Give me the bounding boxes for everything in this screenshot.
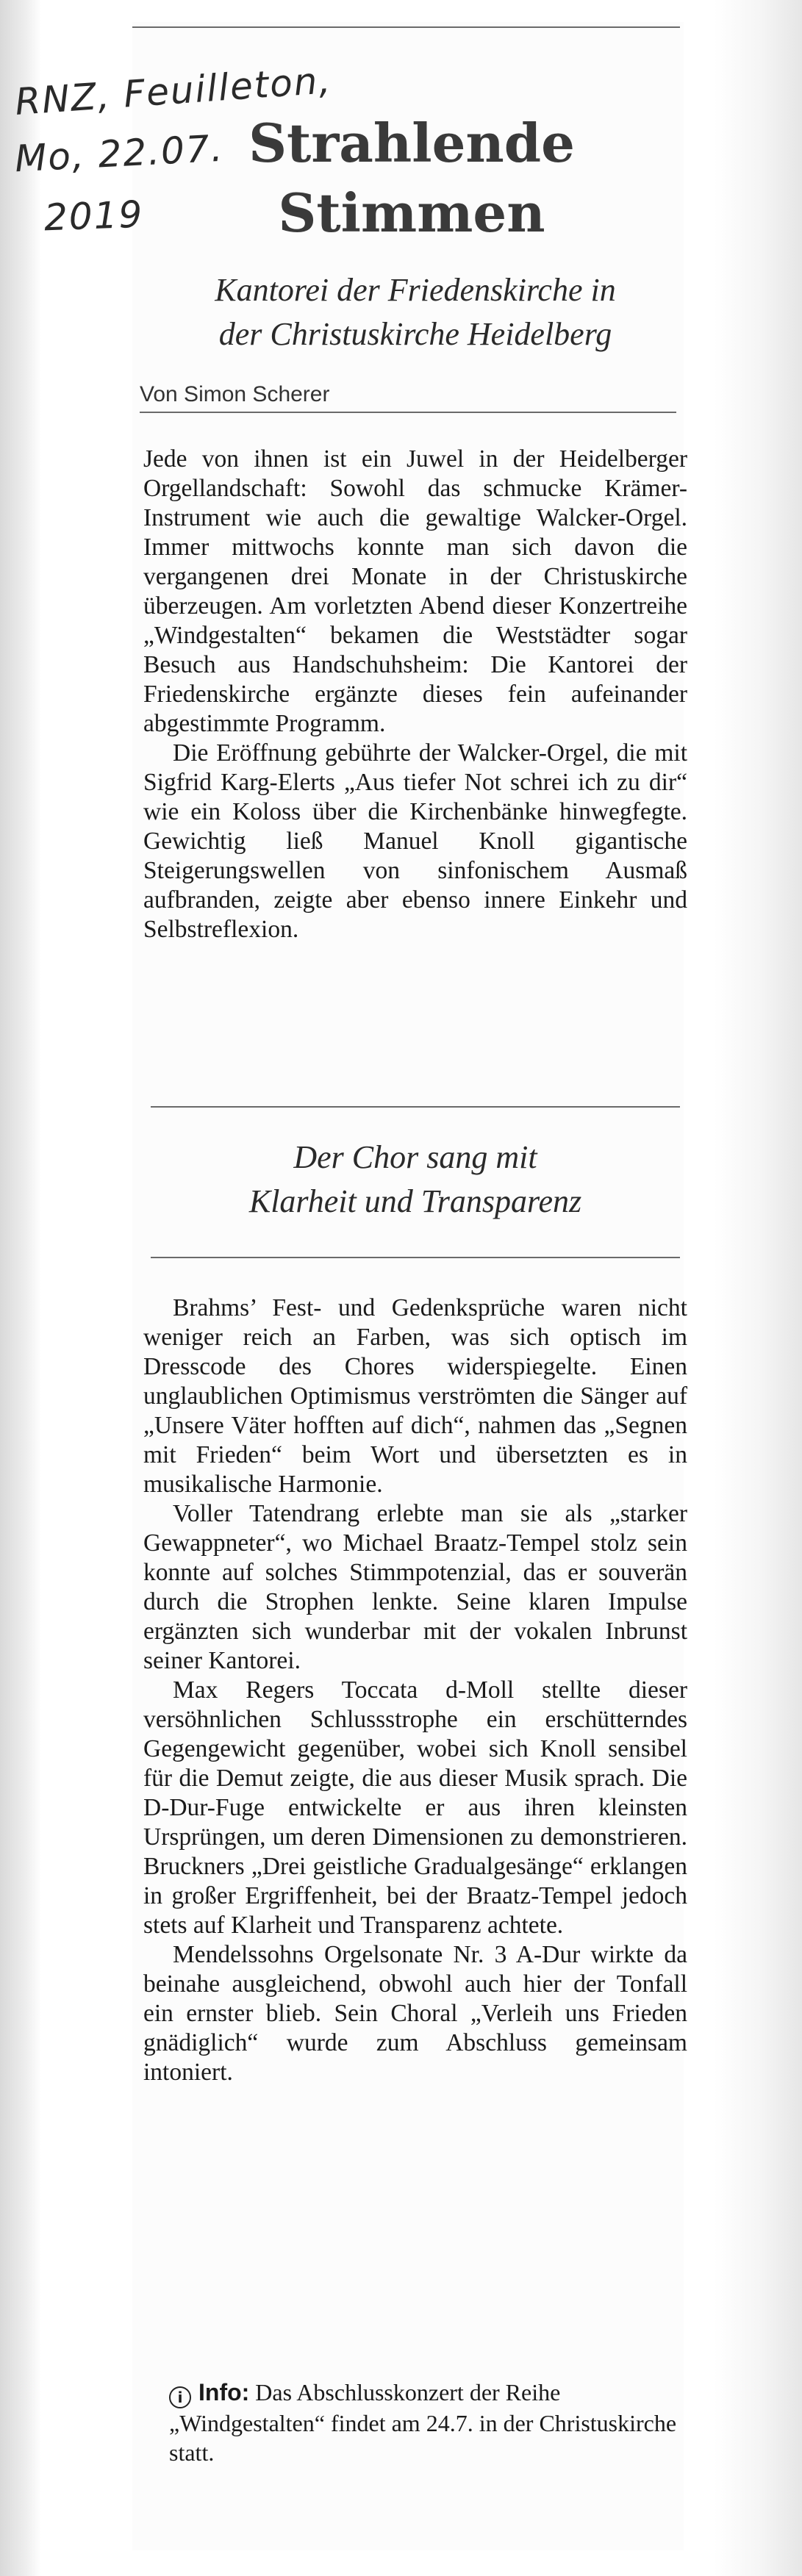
info-circle-icon: i: [169, 2386, 191, 2408]
headline-line-1: Strahlende: [248, 112, 575, 174]
byline: Von Simon Scherer: [140, 382, 330, 406]
headline-line-2: Stimmen: [278, 182, 545, 244]
section-rule-top: [151, 1106, 680, 1108]
paragraph: Mendelssohns Orgelsonate Nr. 3 A-Dur wirkte da beinahe ausgleichend, obwohl auch hier der Tonfall ein ernster blieb. Sein Choral „Verleih uns Frieden gnädiglich“ wurde zum Abschluss gemeinsam intoniert.: [143, 1941, 687, 2086]
paragraph: Voller Tatendrang erlebte man sie als „starker Gewappneter“, wo Michael Braatz-Tempel stolz sein konnte auf solches Stimmpotenzial, das er souverän durch die Strophen lenkte. Seine klaren Impulse ergänzten sich wunderbar mit der vokalen Inbrunst seiner Kantorei.: [143, 1500, 687, 1674]
handwritten-year: 2019: [43, 193, 145, 240]
section-rule-bottom: [151, 1257, 680, 1258]
paragraph: Die Eröffnung gebührte der Walcker-Orgel, die mit Sigfrid Karg-Elerts „Aus tiefer Not schrei ich zu dir“ wie ein Koloss über die Kirchenbänke hinwegfegte. Gewichtig ließ Manuel Knoll gigantische Steigerungswellen von sinfonischem Ausmaß aufbranden, zeigte aber ebenso innere Einkehr und Selbstreflexion.: [143, 739, 687, 943]
section-heading-line-2: Klarheit und Transparenz: [248, 1183, 582, 1219]
byline-rule: [140, 412, 676, 413]
paragraph: Brahms’ Fest- und Gedenksprüche waren nicht weniger reich an Farben, was sich optisch im Dresscode des Chores widerspiegelte. Einen unglaublichen Optimismus verströmten die Sänger auf „Unsere Väter hofften auf dich“, nahmen das „Segnen mit Frieden“ beim Wort und übersetzten es in musikalische Harmonie.: [143, 1294, 687, 1498]
paragraph: Max Regers Toccata d-Moll stellte dieser versöhnlichen Schlussstrophe ein erschütterndes Gegengewicht gegenüber, wobei sich Knoll sensibel für die Demut zeigte, die aus dieser Musik sprach. Die D-Dur-Fuge entwickelte er aus ihren kleinsten Ursprüngen, um deren Dimensionen zu demonstrieren. Bruckners „Drei geistliche Gradualgesänge“ erklangen in großer Ergriffenheit, bei der Braatz-Tempel jedoch stets auf Klarheit und Transparenz achtete.: [143, 1676, 687, 1939]
subheadline-line-2: der Christuskirche Heidelberg: [218, 316, 612, 352]
subheadline-line-1: Kantorei der Friedenskirche in: [215, 272, 616, 308]
handwritten-date: Mo, 22.07.: [13, 126, 225, 181]
scan-edge-right: [714, 0, 802, 2576]
paragraph: Jede von ihnen ist ein Juwel in der Heidelberger Orgellandschaft: Sowohl das schmucke Krämer-Instrument wie auch die gewaltige Walcker-Orgel. Immer mittwochs konnte man sich davon die vergangenen drei Monate in der Christuskirche überzeugen. Am vorletzten Abend dieser Konzertreihe „Windgestalten“ bekamen die Weststädter sogar Besuch aus Handschuhsheim: Die Kantorei der Friedenskirche ergänzte dieses fein aufeinander abgestimmte Programm.: [143, 445, 687, 737]
scan-edge-left: [0, 0, 41, 2576]
info-label: Info:: [198, 2379, 250, 2405]
handwritten-source: RNZ, Feuilleton,: [13, 59, 334, 123]
info-text: Das Abschlusskonzert der Reihe „Windgestalten“ findet am 24.7. in der Christuskirche statt.: [169, 2379, 677, 2466]
article-body-part-2: [143, 1294, 687, 2087]
article-body-part-1: [143, 445, 687, 944]
info-box: [169, 2378, 687, 2467]
top-rule: [132, 26, 680, 28]
section-heading-line-1: Der Chor sang mit: [293, 1139, 537, 1175]
